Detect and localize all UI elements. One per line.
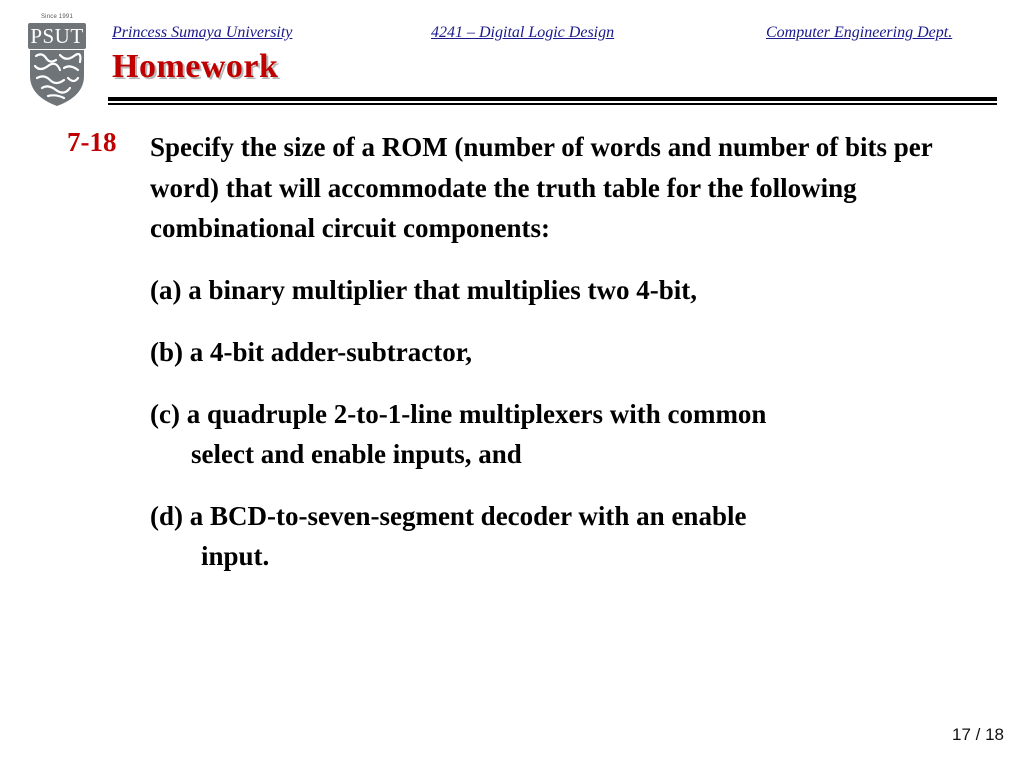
list-item-c-continued: select and enable inputs, and (191, 439, 522, 469)
logo-since-text: Since 1991 (40, 14, 74, 20)
psut-logo (24, 14, 90, 106)
header-department: Computer Engineering Dept. (766, 24, 953, 41)
list-item-d-continued: input. (201, 541, 270, 571)
page-indicator: 17 / 18 (952, 725, 1004, 744)
logo-letters: PSUT (30, 24, 84, 48)
slide-title: Homework (112, 48, 279, 85)
header-divider-thin (108, 103, 997, 105)
logo-emblem-icon (28, 50, 86, 106)
list-item-c: (c) a quadruple 2-to-1-line multiplexers with common (150, 399, 767, 429)
list-item-b: (b) a 4-bit adder-subtractor, (150, 337, 472, 367)
header-university: Princess Sumaya University (112, 24, 293, 41)
header-divider-thick (108, 97, 997, 101)
problem-number: 7-18 (67, 127, 117, 157)
list-item-d: (d) a BCD-to-seven-segment decoder with an enable (150, 501, 747, 531)
problem-text: Specify the size of a ROM (number of words and number of bits per word) that will accommodate the truth table for the following combinational circuit components: (150, 132, 933, 243)
header-course: 4241 – Digital Logic Design (431, 24, 615, 41)
list-item-a: (a) a binary multiplier that multiplies two 4-bit, (150, 275, 698, 305)
